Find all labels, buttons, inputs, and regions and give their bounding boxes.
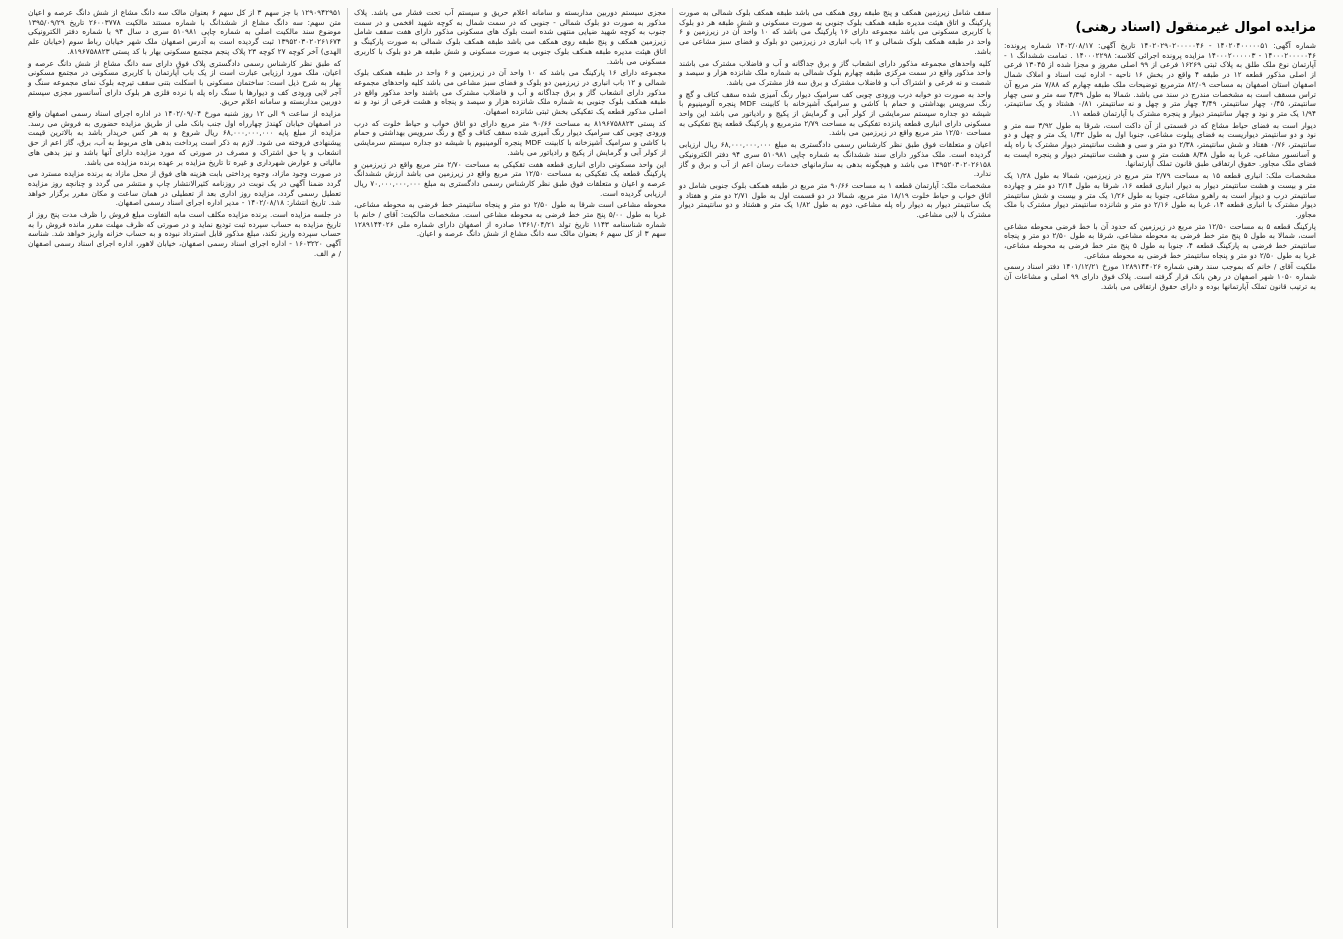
paragraph: مشخصات ملک: آپارتمان قطعه ۱ به مساحت ۹۰/۶۶ متر مربع در طبقه همکف بلوک جنوبی شامل دو اتاق خواب و حیاط خلوت ۱۸/۱۹ متر مربع، شمالا در دو قسمت اول به طول ۲/۷۱ دو متر و هفتاد و یک سانتیمتر دیوار به دیوار راه پله مشاعی، دوم به طول ۱/۸۲ یک متر و هشتاد و دو سانتیمتر دیوار مشترک با لابی مشاعی. xyxy=(679,180,991,220)
column-3 xyxy=(347,8,672,928)
columns-container xyxy=(22,8,1322,928)
paragraph: محوطه مشاعی است شرقا به طول ۲/۵۰ دو متر و پنجاه سانتیمتر خط فرضی به محوطه مشاعی، غربا به طول ۵/۰۰ پنج متر خط فرضی به محوطه مشاعی است. مشخصات مالکیت: آقای / خانم با شماره شناسنامه ۱۱۴۳ تاریخ تولد ۱۳۶۱/۰۴/۲۱ صادره از اصفهان دارای شماره ملی ۱۲۸۹۱۴۴۰۲۶ سهم ۳ از کل سهم ۶ بعنوان مالک سه دانگ مشاع از شش دانگ عرصه و اعیان. xyxy=(354,200,667,239)
paragraph: مجموعه دارای ۱۶ پارکینگ می باشد که ۱۰ واحد آن در زیرزمین و ۶ واحد در طبقه همکف بلوک شمالی و ۱۲ باب انباری در زیرزمین دو بلوک و فضای سبز مشاعی می باشد کلیه واحدهای مجموعه مذکور دارای انشعاب گاز و برق جداگانه و آب و فاضلاب مشترک می باشند واحد مذکور واقع در طبقه همکف بلوک جنوبی به شماره ملک شانزده هزار و سیصد و پنجاه و هشت فرعی از نود و نه اصلی مذکور قطعه یک تفکیکی بخش ثبتی شانزده اصفهان. xyxy=(354,68,666,117)
paragraph: کلیه واحدهای مجموعه مذکور دارای انشعاب گاز و برق جداگانه و آب و فاضلاب مشترک می باشند واحد مذکور واقع در سمت مرکزی طبقه چهارم بلوک شمالی به شماره ملک شانزده هزار و سیصد و شصت و نه فرعی و اشتراک آب و فاضلاب مشترک و برق سه فاز مشترک می باشد. xyxy=(679,58,991,87)
paragraph: ملکیت آقای / خانم که بموجب سند رهنی شماره ۱۲۸۹۱۴۴۰۲۶ مورخ ۱۴۰۱/۱۲/۲۱ دفتر اسناد رسمی شماره ۱۰۵۰ شهر اصفهان در رهن بانک قرار گرفته است. پلاک فوق دارای ۹۹ اصلی و مشاعات آن به ترتیب قانون تملک آپارتمانها بوده و دارای حقوق ارتفاقی می باشد. xyxy=(1004,262,1316,291)
paragraph: در صورت وجود مازاد، وجوه پرداختی بابت هزینه های فوق از محل مازاد به برنده مزایده مسترد می گردد ضمنا آگهی در یک نوبت در روزنامه کثیرالانتشار چاپ و منتشر می گردد و چنانچه روز مزایده تعطیل رسمی گردد، مزایده روز اداری بعد از تعطیلی در همان ساعت و مکان مقرر برگزار خواهد شد. تاریخ انتشار: ۱۴۰۲/۰۸/۱۸ - مدیر اداره اجرای اسناد رسمی اصفهان. xyxy=(28,169,341,208)
paragraph: ۱۲۹۰۹۴۲۹۵۱ با جز سهم ۳ از کل سهم ۶ بعنوان مالک سه دانگ مشاع از شش دانگ عرصه و اعیان متن سهم: سه دانگ مشاع از ششدانگ با شماره مستند مالکیت ۲۶۰۰۳۷۷۸ تاریخ ۱۳۹۵/۰۹/۲۹ موضوع سند مالکیت اصلی به شماره چاپی ۵۱۰۹۸۱ سری د سال ۹۴ با شماره دفتر الکترونیکی ۱۳۹۵۲۰۳۰۲۰۲۶۱۶۷۴ ثبت گردیده است به آدرس اصفهان ملک شهر خیابان رباط سوم (خیابان علم الهدی) آخر کوچه ۲۷ کوچه ۲۳ پلاک پنجم مجتمع مسکونی بهار با کد پستی ۸۱۹۶۷۵۸۸۲۳. xyxy=(28,8,342,56)
paragraph: واحد به صورت دو خوابه درب ورودی چوبی کف سرامیک دیوار رنگ آمیزی شده سقف کناف و گچ و رنگ سرویس بهداشتی و حمام با کاشی و سرامیک آشپزخانه با کابینت MDF پنجره آلومینیوم با شیشه دو جداره سیستم سرمایشی از کولر آبی و گرمایش از پکیج و رادیاتور می باشد این واحد مسکونی دارای انباری قطعه پانزده تفکیکی به مساحت ۲/۷۹ مترمربع و پارکینگ قطعه پنج تفکیکی به مساحت ۱۲/۵۰ متر مربع واقع در زیرزمین می باشد. xyxy=(679,89,991,138)
column-2 xyxy=(672,8,997,928)
paragraph: در جلسه مزایده است. برنده مزایده مکلف است مابه التفاوت مبلغ فروش را ظرف مدت پنج روز از تاریخ مزایده به حساب سپرده ثبت تودیع نماید و در صورتی که ظرف مهلت مقرر مانده فروش را به حساب سپرده واریز نکند، مبلغ مذکور قابل استرداد نبوده و به حساب خزانه واریز خواهد شد. شناسه آگهی ۱۶۰۳۲۲۰ - اداره اجرای اسناد رسمی اصفهان، خیابان لاهور، اداره اجرای اسناد رسمی اصفهان / م الف. xyxy=(28,210,341,258)
paragraph: شماره آگهی: ۱۴۰۲۰۴۰۰۰۰۰۵۱ - ۱۴۰۲۰۲۹۰۲۰۰۰۰۰۴۶ تاریخ آگهی: ۱۴۰۲/۰۸/۱۷ شماره پرونده: ۱۴۰۰۰۲۰۰۰۰۰۴۶ - ۱۴۰۰۰۲۰۰۰۰۰۳ مزایده پرونده اجرائی کلاسه: ۱۴۰۰۰۲۲۹۸ . تمامت ششدانگ ۱ - آپارتمان نوع ملک طلق به پلاک ثبتی ۱۶۲۶۹ فرعی از ۹۹ اصلی مفروز و مجزا شده از ۱۳۰۴۵ فرعی از اصلی مذکور قطعه ۱۲ در طبقه ۴ واقع در بخش ۱۶ ناحیه - اداره ثبت اسناد و املاک شمال اصفهان استان اصفهان به مساحت ۸۲/۰۹ مترمربع توضیحات ملک طبقه چهارم که ۷/۸۸ متر مربع آن تراس مسقف است به مشخصات مندرج در سند می باشد. شمالا به طول ۴/۳۹ سه متر و سی چهار سانتیمتر، ۰/۴۵ چهار سانتیمتر، ۴/۴۹ چهار متر و چهل و نه سانتیمتر، ۰/۸۱ هشتاد و یک سانتیمتر، ۱/۹۴ یک متر و نود و چهار سانتیمتر دیوار و پنجره مشترک با آپارتمان قطعه ۱۱. xyxy=(1004,41,1317,118)
paragraph: پارکینگ قطعه ۵ به مساحت ۱۲/۵۰ متر مربع در زیرزمین که حدود آن با خط فرضی محوطه مشاعی است، شمالا به طول ۵ پنج متر خط فرضی به محوطه مشاعی، شرقا به طول ۲/۵۰ دو متر و پنجاه سانتیمتر خط فرضی به پارکینگ قطعه ۴، جنوبا به طول ۵ پنج متر خط فرضی به محوطه مشاعی، غربا به طول ۲/۵۰ دو متر و پنجاه سانتیمتر خط فرضی به محوطه مشاعی. xyxy=(1004,221,1316,260)
notice-title: مزایده اموال غیرمنقول (اسناد رهنی) xyxy=(1075,20,1316,35)
column-4 xyxy=(22,8,347,928)
paragraph: مجزی سیستم دوربین مداربسته و سامانه اعلام حریق و سیستم آب تحت فشار می باشد. پلاک مذکور به صورت دو بلوک شمالی - جنوبی که در سمت شمال به کوچه شهید افخمی و در سمت جنوب به کوچه شهید ضیایی منتهی شده است بلوک های مسکونی مذکور دارای هفت سقف شامل زیرزمین همکف و پنج طبقه روی همکف می باشد طبقه همکف بلوک شمالی به صورت پارکینگ و اتاق هیئت مدیره طبقه همکف بلوک جنوبی به صورت مسکونی و شش طبقه هر دو بلوک با کاربری مسکونی می باشد. xyxy=(354,8,666,66)
column-1 xyxy=(997,8,1322,928)
paragraph: دیوار است به فضای حیاط مشاع که در قسمتی از آن داکت است، شرقا به طول ۳/۹۲ سه متر و نود و دو سانتیمتر دیواریست به فضای پیلوت مشاعی، جنوبا اول به طول ۱/۴۲ یک متر و چهل و دو سانتیمتر، ۰/۷۶ هفتاد و شش سانتیمتر، ۲/۳۸ دو متر و سی و هشت سانتیمتر دیوار مشترک با راه پله و آسانسور مشاعی، غربا به طول ۸/۳۸ هشت متر و سی و هشت سانتیمتر دیوار و پنجره ایست به فضای ملک مجاور. حقوق ارتفاقی طبق قانون تملک آپارتمانها. xyxy=(1004,120,1316,169)
paragraph: سقف شامل زیرزمین همکف و پنج طبقه روی همکف می باشد طبقه همکف بلوک شمالی به صورت پارکینگ و اتاق هیئت مدیره طبقه همکف بلوک جنوبی به صورت مسکونی و شش طبقه هر دو بلوک با کاربری مسکونی می باشد مجموعه دارای ۱۶ پارکینگ می باشد که ۱۰ واحد آن در زیرزمین و ۶ واحد در طبقه همکف بلوک شمالی و ۱۲ باب انباری در زیرزمین دو بلوک و فضای سبز مشاعی می باشد. xyxy=(679,8,992,56)
paragraph: مشخصات ملک: انباری قطعه ۱۵ به مساحت ۲/۷۹ متر مربع در زیرزمین، شمالا به طول ۱/۲۸ یک متر و بیست و هشت سانتیمتر دیوار به دیوار انباری قطعه ۱۶، شرقا به طول ۲/۱۴ دو متر و چهارده سانتیمتر درب و دیوار است به راهرو مشاعی، جنوبا به طول ۱/۲۶ یک متر و بیست و شش سانتیمتر دیوار مشترک با انباری قطعه ۱۴، غربا به طول ۲/۱۶ دو متر و شانزده سانتیمتر دیوار مشترک با ملک مجاور. xyxy=(1004,171,1316,219)
paragraph: این واحد مسکونی دارای انباری قطعه هفت تفکیکی به مساحت ۲/۷۰ متر مربع واقع در زیرزمین و پارکینگ قطعه یک تفکیکی به مساحت ۱۲/۵۰ متر مربع واقع در زیرزمین می باشد ارزش ششدانگ عرصه و اعیان و متعلقات فوق طبق نظر کارشناس رسمی دادگستری به مبلغ ۷۰,۰۰۰,۰۰۰,۰۰۰ ریال ارزیابی گردیده است. xyxy=(354,159,666,198)
paragraph: کد پستی ۸۱۹۶۷۵۸۸۲۳ به مساحت ۹۰/۶۶ متر مربع دارای دو اتاق خواب و حیاط خلوت که درب ورودی چوبی کف سرامیک دیوار رنگ آمیزی شده سقف کناف و گچ و رنگ سرویس بهداشتی و حمام با کاشی و سرامیک آشپزخانه با کابینت MDF پنجره آلومینیوم با شیشه دو جداره سیستم سرمایشی از کولر آبی و گرمایش از پکیج و رادیاتور می باشد. xyxy=(354,118,666,157)
paragraph: مزایده از ساعت ۹ الی ۱۲ روز شنبه مورخ ۱۴۰۲/۰۹/۰۴ در اداره اجرای اسناد رسمی اصفهان واقع در اصفهان خیابان کهندژ چهارراه اول جنب بانک ملی از طریق مزایده حضوری به فروش می رسد. مزایده از مبلغ پایه ۶۸,۰۰۰,۰۰۰,۰۰۰ ریال شروع و به هر کس خریدار باشد به بالاترین قیمت پیشنهادی فروخته می شود. لازم به ذکر است پرداخت بدهی های مربوط به آب، برق، گاز اعم از حق انشعاب و یا حق اشتراک و مصرف در صورتی که مورد مزایده دارای آنها باشد و نیز بدهی های مالیاتی و عوارض شهرداری و غیره تا تاریخ مزایده بر عهده برنده مزایده می باشد. xyxy=(28,109,341,167)
paragraph: اعیان و متعلقات فوق طبق نظر کارشناس رسمی دادگستری به مبلغ ۶۸,۰۰۰,۰۰۰,۰۰۰ ریال ارزیابی گردیده است. ملک مذکور دارای سند ششدانگ به شماره چاپی ۵۱۰۹۸۱ سری ۹۴ دفتر الکترونیکی ۱۳۹۵۲۰۳۰۲۰۲۶۱۵۸ می باشد و هیچگونه بدهی به سازمانهای خدمات رسان اعم از آب و برق و گاز ندارد. xyxy=(679,140,991,179)
paragraph: که طبق نظر کارشناس رسمی دادگستری پلاک فوق دارای سه دانگ مشاع از شش دانگ عرصه و اعیان، ملک مورد ارزیابی عبارت است از یک باب آپارتمان با کاربری مسکونی در مجتمع مسکونی بهار به شرح ذیل است: ساختمان مسکونی با اسکلت بتنی سقف تیرچه بلوک نمای مجموعه سنگ و آجر لایی ورودی کف و دیوارها با سنگ راه پله با نرده فلزی هر بلوک دارای آسانسور مجزی سیستم دوربین مداربسته و سامانه اعلام حریق. xyxy=(28,58,341,107)
